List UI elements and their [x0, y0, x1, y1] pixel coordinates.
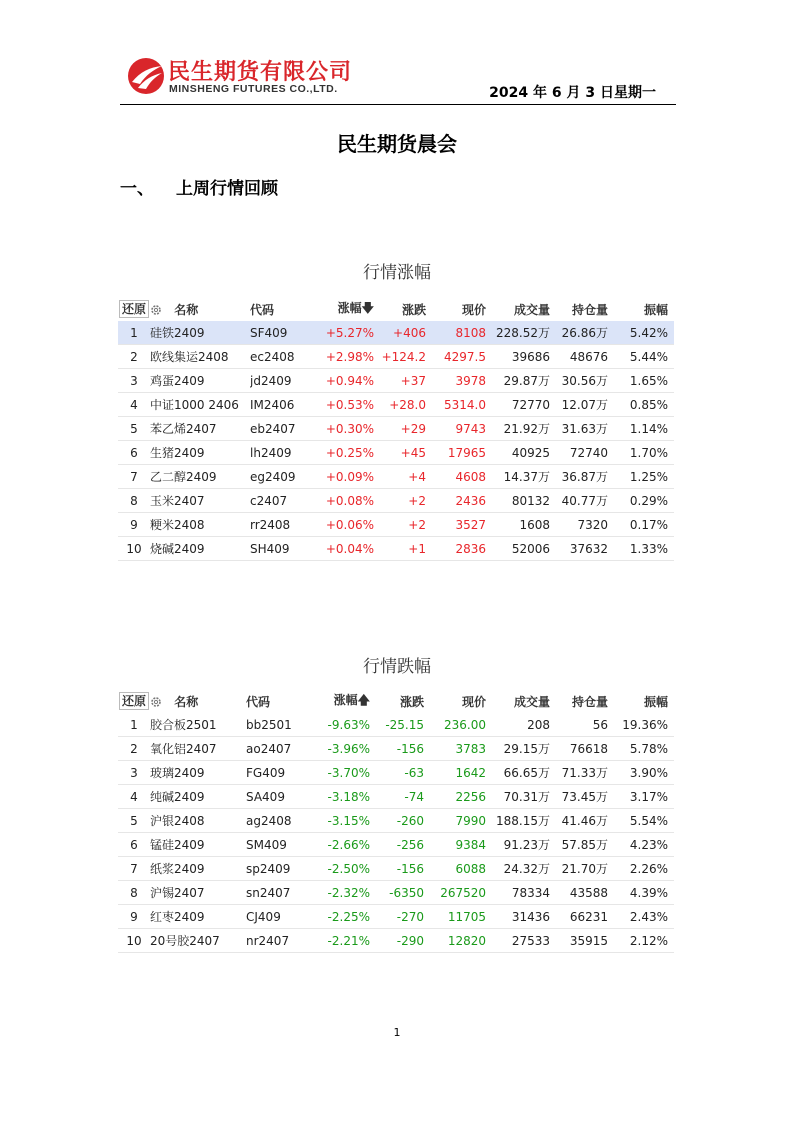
volume-cell: 188.15万: [492, 809, 556, 833]
change-cell: +2: [380, 489, 432, 513]
pct-change-cell: -2.66%: [318, 833, 376, 857]
code-cell: ec2408: [250, 345, 322, 369]
code-cell: lh2409: [250, 441, 322, 465]
table-row[interactable]: [118, 881, 674, 905]
change-cell: -270: [376, 905, 430, 929]
volume-cell: 29.87万: [492, 369, 556, 393]
rank-cell: 10: [118, 929, 150, 953]
amplitude-cell: 5.54%: [614, 809, 674, 833]
price-cell: 9743: [432, 417, 492, 441]
table-row[interactable]: [118, 321, 674, 345]
column-header-open-interest[interactable]: 持仓量: [571, 302, 608, 317]
table-row[interactable]: [118, 489, 674, 513]
column-header-code[interactable]: 代码: [246, 694, 271, 709]
volume-cell: 40925: [492, 441, 556, 465]
pct-change-cell: +0.25%: [322, 441, 380, 465]
losers-table: [118, 689, 674, 953]
price-cell: 6088: [430, 857, 492, 881]
rank-cell: 1: [118, 713, 150, 737]
losers-table-title: 行情跌幅: [363, 657, 431, 677]
name-cell: 沪银2408: [150, 809, 246, 833]
rank-cell: 8: [118, 489, 150, 513]
table-row[interactable]: [118, 369, 674, 393]
name-cell: 氧化铝2407: [150, 737, 246, 761]
name-cell: 烧碱2409: [150, 537, 250, 561]
code-cell: jd2409: [250, 369, 322, 393]
brand-name-cn: 民生期货有限公司: [168, 60, 353, 85]
settings-gear-icon[interactable]: [150, 696, 162, 708]
pct-change-cell: +0.04%: [322, 537, 380, 561]
rank-cell: 9: [118, 513, 150, 537]
table-row[interactable]: [118, 417, 674, 441]
pct-change-cell: -2.32%: [318, 881, 376, 905]
sort-ascending-icon: 🡅: [357, 692, 370, 707]
amplitude-cell: 4.39%: [614, 881, 674, 905]
table-header-row: [118, 689, 674, 713]
amplitude-cell: 5.44%: [614, 345, 674, 369]
volume-cell: 31436: [492, 905, 556, 929]
amplitude-cell: 0.29%: [614, 489, 674, 513]
column-header-code[interactable]: 代码: [250, 302, 275, 317]
pct-change-cell: -2.50%: [318, 857, 376, 881]
code-cell: sp2409: [246, 857, 318, 881]
pct-change-cell: -2.25%: [318, 905, 376, 929]
rank-cell: 4: [118, 785, 150, 809]
table-row[interactable]: [118, 857, 674, 881]
rank-cell: 5: [118, 417, 150, 441]
price-cell: 236.00: [430, 713, 492, 737]
pct-change-cell: -2.21%: [318, 929, 376, 953]
name-cell: 欧线集运2408: [150, 345, 250, 369]
open-interest-cell: 35915: [556, 929, 614, 953]
change-cell: -256: [376, 833, 430, 857]
rank-cell: 5: [118, 809, 150, 833]
column-header-pct-label: 涨幅: [333, 692, 358, 707]
volume-cell: 72770: [492, 393, 556, 417]
change-cell: +29: [380, 417, 432, 441]
column-header-name[interactable]: 名称: [174, 302, 199, 317]
table-row[interactable]: [118, 393, 674, 417]
table-row[interactable]: [118, 465, 674, 489]
rank-cell: 2: [118, 737, 150, 761]
code-cell: sn2407: [246, 881, 318, 905]
change-cell: +28.0: [380, 393, 432, 417]
volume-cell: 228.52万: [492, 321, 556, 345]
volume-cell: 24.32万: [492, 857, 556, 881]
name-cell: 纯碱2409: [150, 785, 246, 809]
table-row[interactable]: [118, 929, 674, 953]
price-cell: 8108: [432, 321, 492, 345]
table-row[interactable]: [118, 905, 674, 929]
amplitude-cell: 1.65%: [614, 369, 674, 393]
volume-cell: 91.23万: [492, 833, 556, 857]
name-cell: 锰硅2409: [150, 833, 246, 857]
price-cell: 2436: [432, 489, 492, 513]
open-interest-cell: 43588: [556, 881, 614, 905]
open-interest-cell: 7320: [556, 513, 614, 537]
change-cell: -63: [376, 761, 430, 785]
volume-cell: 21.92万: [492, 417, 556, 441]
column-header-volume[interactable]: 成交量: [513, 694, 550, 709]
name-cell: 中证1000 2406: [150, 393, 250, 417]
name-column-header: [150, 297, 250, 321]
volume-cell: 29.15万: [492, 737, 556, 761]
volume-cell: 70.31万: [492, 785, 556, 809]
code-cell: SF409: [250, 321, 322, 345]
code-cell: FG409: [246, 761, 318, 785]
price-cell: 1642: [430, 761, 492, 785]
amplitude-cell: 3.90%: [614, 761, 674, 785]
amplitude-cell: 2.26%: [614, 857, 674, 881]
column-header-pct-label: 涨幅: [337, 300, 362, 315]
price-cell: 3527: [432, 513, 492, 537]
open-interest-cell: 40.77万: [556, 489, 614, 513]
price-cell: 5314.0: [432, 393, 492, 417]
name-cell: 生猪2409: [150, 441, 250, 465]
reset-control: [118, 689, 150, 713]
code-cell: eb2407: [250, 417, 322, 441]
price-cell: 3978: [432, 369, 492, 393]
brand-name-en: MINSHENG FUTURES CO.,LTD.: [169, 83, 338, 95]
change-cell: +45: [380, 441, 432, 465]
rank-cell: 2: [118, 345, 150, 369]
change-cell: +2: [380, 513, 432, 537]
open-interest-cell: 41.46万: [556, 809, 614, 833]
name-column-header: [150, 689, 246, 713]
rank-cell: 7: [118, 857, 150, 881]
code-cell: c2407: [250, 489, 322, 513]
rank-cell: 6: [118, 441, 150, 465]
column-header-amplitude[interactable]: 振幅: [643, 302, 668, 317]
pct-change-cell: +0.94%: [322, 369, 380, 393]
price-cell: 12820: [430, 929, 492, 953]
change-cell: -156: [376, 857, 430, 881]
column-header-name[interactable]: 名称: [174, 694, 199, 709]
column-header-pct[interactable]: [318, 689, 376, 713]
settings-gear-icon[interactable]: [150, 304, 162, 316]
name-cell: 苯乙烯2407: [150, 417, 250, 441]
amplitude-cell: 1.33%: [614, 537, 674, 561]
price-cell: 11705: [430, 905, 492, 929]
table-row[interactable]: [118, 761, 674, 785]
pct-change-cell: +5.27%: [322, 321, 380, 345]
code-cell: ag2408: [246, 809, 318, 833]
table-row[interactable]: [118, 713, 674, 737]
price-cell: 4297.5: [432, 345, 492, 369]
gainers-table-title: 行情涨幅: [363, 263, 431, 283]
code-cell: SA409: [246, 785, 318, 809]
code-cell: CJ409: [246, 905, 318, 929]
pct-change-cell: -3.18%: [318, 785, 376, 809]
volume-cell: 80132: [492, 489, 556, 513]
column-header-pct[interactable]: [322, 297, 380, 321]
page-number: 1: [393, 1026, 401, 1039]
name-cell: 玉米2407: [150, 489, 250, 513]
open-interest-cell: 66231: [556, 905, 614, 929]
code-cell: eg2409: [250, 465, 322, 489]
column-header-chg[interactable]: 涨跌: [399, 694, 424, 709]
amplitude-cell: 0.17%: [614, 513, 674, 537]
column-header-open-interest[interactable]: 持仓量: [571, 694, 608, 709]
reset-button[interactable]: 还原: [119, 300, 149, 318]
table-row[interactable]: [118, 785, 674, 809]
amplitude-cell: 1.70%: [614, 441, 674, 465]
price-cell: 267520: [430, 881, 492, 905]
price-cell: 2836: [432, 537, 492, 561]
reset-control: [118, 297, 150, 321]
pct-change-cell: -3.15%: [318, 809, 376, 833]
column-header-chg[interactable]: 涨跌: [401, 302, 426, 317]
column-header-price[interactable]: 现价: [461, 694, 486, 709]
table-row[interactable]: [118, 513, 674, 537]
table-row[interactable]: [118, 537, 674, 561]
price-cell: 4608: [432, 465, 492, 489]
amplitude-cell: 1.14%: [614, 417, 674, 441]
price-cell: 7990: [430, 809, 492, 833]
price-cell: 3783: [430, 737, 492, 761]
name-cell: 乙二醇2409: [150, 465, 250, 489]
open-interest-cell: 73.45万: [556, 785, 614, 809]
change-cell: -290: [376, 929, 430, 953]
name-cell: 硅铁2409: [150, 321, 250, 345]
open-interest-cell: 71.33万: [556, 761, 614, 785]
volume-cell: 52006: [492, 537, 556, 561]
change-cell: +124.2: [380, 345, 432, 369]
amplitude-cell: 5.42%: [614, 321, 674, 345]
amplitude-cell: 1.25%: [614, 465, 674, 489]
sort-descending-icon: 🡇: [361, 300, 374, 315]
rank-cell: 8: [118, 881, 150, 905]
open-interest-cell: 48676: [556, 345, 614, 369]
table-header-row: [118, 297, 674, 321]
change-cell: +37: [380, 369, 432, 393]
open-interest-cell: 21.70万: [556, 857, 614, 881]
amplitude-cell: 4.23%: [614, 833, 674, 857]
column-header-price[interactable]: 现价: [461, 302, 486, 317]
table-row[interactable]: [118, 833, 674, 857]
change-cell: +1: [380, 537, 432, 561]
code-cell: SM409: [246, 833, 318, 857]
column-header-amplitude[interactable]: 振幅: [643, 694, 668, 709]
open-interest-cell: 36.87万: [556, 465, 614, 489]
volume-cell: 14.37万: [492, 465, 556, 489]
rank-cell: 1: [118, 321, 150, 345]
rank-cell: 9: [118, 905, 150, 929]
code-cell: rr2408: [250, 513, 322, 537]
code-cell: nr2407: [246, 929, 318, 953]
pct-change-cell: -3.70%: [318, 761, 376, 785]
price-cell: 17965: [432, 441, 492, 465]
change-cell: +406: [380, 321, 432, 345]
section-heading: [120, 174, 278, 199]
amplitude-cell: 19.36%: [614, 713, 674, 737]
amplitude-cell: 5.78%: [614, 737, 674, 761]
volume-cell: 78334: [492, 881, 556, 905]
pct-change-cell: +0.09%: [322, 465, 380, 489]
rank-cell: 4: [118, 393, 150, 417]
column-header-volume[interactable]: 成交量: [513, 302, 550, 317]
pct-change-cell: -3.96%: [318, 737, 376, 761]
change-cell: +4: [380, 465, 432, 489]
pct-change-cell: -9.63%: [318, 713, 376, 737]
document-title: 民生期货晨会: [337, 132, 457, 156]
name-cell: 红枣2409: [150, 905, 246, 929]
volume-cell: 27533: [492, 929, 556, 953]
rank-cell: 10: [118, 537, 150, 561]
name-cell: 玻璃2409: [150, 761, 246, 785]
pct-change-cell: +0.06%: [322, 513, 380, 537]
open-interest-cell: 72740: [556, 441, 614, 465]
pct-change-cell: +2.98%: [322, 345, 380, 369]
name-cell: 胶合板2501: [150, 713, 246, 737]
change-cell: -74: [376, 785, 430, 809]
table-row[interactable]: [118, 737, 674, 761]
rank-cell: 3: [118, 369, 150, 393]
pct-change-cell: +0.08%: [322, 489, 380, 513]
reset-button[interactable]: 还原: [119, 692, 149, 710]
name-cell: 20号胶2407: [150, 929, 246, 953]
gainers-table: [118, 297, 674, 561]
open-interest-cell: 56: [556, 713, 614, 737]
name-cell: 粳米2408: [150, 513, 250, 537]
change-cell: -25.15: [376, 713, 430, 737]
open-interest-cell: 31.63万: [556, 417, 614, 441]
page-header: [120, 52, 676, 105]
change-cell: -6350: [376, 881, 430, 905]
price-cell: 9384: [430, 833, 492, 857]
volume-cell: 1608: [492, 513, 556, 537]
pct-change-cell: +0.30%: [322, 417, 380, 441]
amplitude-cell: 0.85%: [614, 393, 674, 417]
amplitude-cell: 2.12%: [614, 929, 674, 953]
change-cell: -156: [376, 737, 430, 761]
change-cell: -260: [376, 809, 430, 833]
header-date: 2024 年 6 月 3 日星期一: [489, 85, 656, 101]
volume-cell: 39686: [492, 345, 556, 369]
amplitude-cell: 2.43%: [614, 905, 674, 929]
volume-cell: 208: [492, 713, 556, 737]
open-interest-cell: 57.85万: [556, 833, 614, 857]
open-interest-cell: 30.56万: [556, 369, 614, 393]
code-cell: IM2406: [250, 393, 322, 417]
table-row[interactable]: [118, 809, 674, 833]
code-cell: SH409: [250, 537, 322, 561]
minsheng-logo: [126, 56, 166, 96]
volume-cell: 66.65万: [492, 761, 556, 785]
open-interest-cell: 12.07万: [556, 393, 614, 417]
pct-change-cell: +0.53%: [322, 393, 380, 417]
open-interest-cell: 37632: [556, 537, 614, 561]
rank-cell: 3: [118, 761, 150, 785]
open-interest-cell: 26.86万: [556, 321, 614, 345]
code-cell: ao2407: [246, 737, 318, 761]
rank-cell: 7: [118, 465, 150, 489]
name-cell: 纸浆2409: [150, 857, 246, 881]
price-cell: 2256: [430, 785, 492, 809]
rank-cell: 6: [118, 833, 150, 857]
section-title: 上周行情回顾: [176, 179, 278, 199]
name-cell: 沪锡2407: [150, 881, 246, 905]
open-interest-cell: 76618: [556, 737, 614, 761]
amplitude-cell: 3.17%: [614, 785, 674, 809]
name-cell: 鸡蛋2409: [150, 369, 250, 393]
code-cell: bb2501: [246, 713, 318, 737]
table-row[interactable]: [118, 441, 674, 465]
section-number: 一、: [120, 179, 154, 199]
table-row[interactable]: [118, 345, 674, 369]
